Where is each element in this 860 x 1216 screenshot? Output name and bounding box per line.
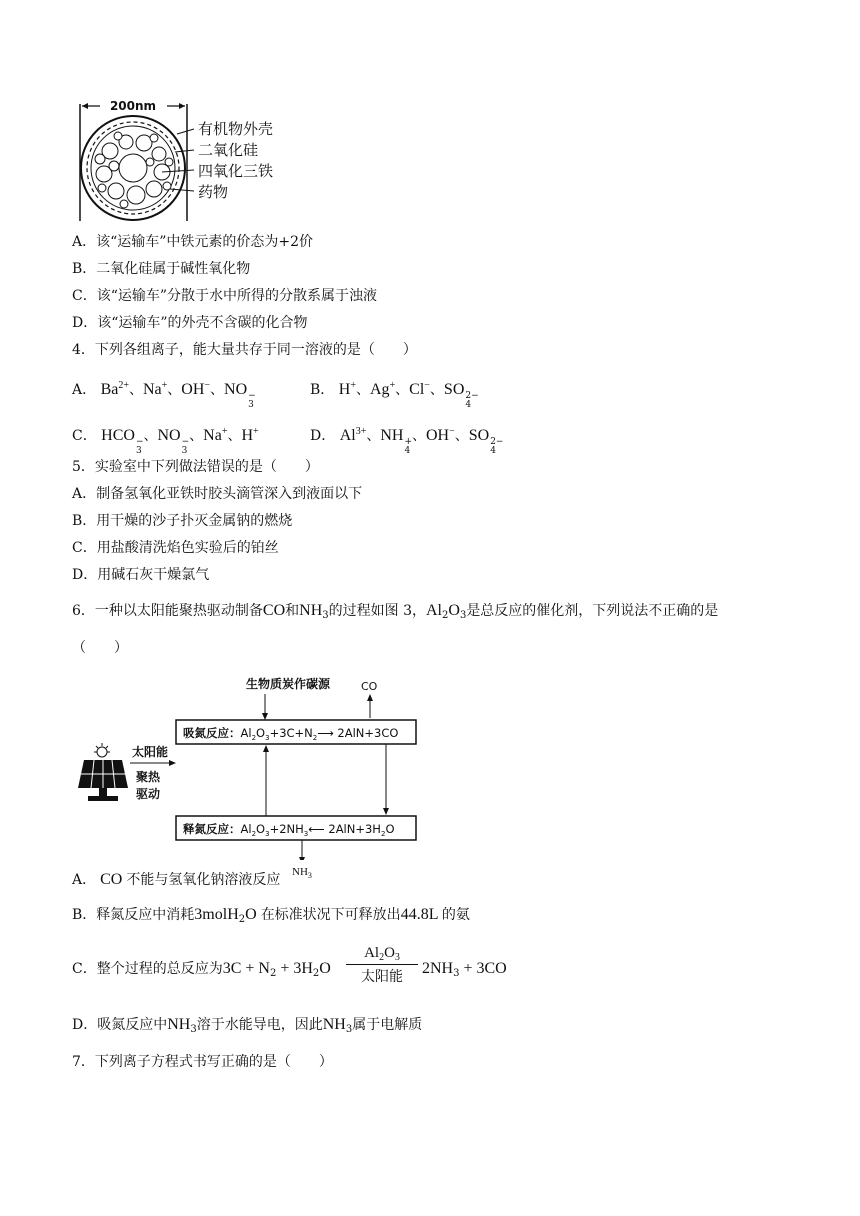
q5-option-b: B．用干燥的沙子扑灭金属钠的燃烧 — [72, 513, 293, 529]
q4-option-c: C． HCO − 3 、NO − 3 、Na+、H+ — [72, 426, 259, 456]
solar-label-2: 聚热 — [136, 770, 161, 784]
solar-label-3: 驱动 — [136, 787, 161, 801]
q5-stem: 5．实验室中下列做法错误的是（ ） — [72, 459, 319, 475]
q4-stem: 4．下列各组离子，能大量共存于同一溶液的是（ ） — [72, 342, 417, 358]
q3-option-c: C．该“运输车”分散于水中所得的分散系属于浊液 — [72, 288, 378, 304]
label-organic-shell: 有机物外壳 — [198, 120, 274, 138]
solar-label-1: 太阳能 — [132, 745, 169, 759]
q6-option-d: D．吸氮反应中$NH_3$溶于水能导电，因此$NH_3$属于电解质 — [72, 1016, 423, 1035]
q4-option-b: B． H+、Ag+、Cl−、SO 2− 4 — [310, 380, 479, 410]
q6-option-c: C．整个过程的总反应为$3C + N_2 + 3H_2O$ — [72, 960, 331, 979]
q6-stem: 6．一种以太阳能聚热驱动制备CO和$NH_3$的过程如图 3，$Al_2O_3$是总反应的催化剂，下列说法不正确的是 — [72, 602, 719, 621]
q3-option-b: B．二氧化硅属于碱性氧化物 — [72, 261, 251, 277]
q6-option-a: A． CO 不能与氢氧化钠溶液反应 — [72, 871, 281, 888]
q5-option-c: C．用盐酸清洗焰色实验后的铂丝 — [72, 540, 279, 556]
q5-option-a: A．制备氢氧化亚铁时胶头滴管深入到液面以下 — [72, 486, 363, 502]
absorb-reaction: 吸氮反应：$Al_2O_3+3C+N_2⟶$ 2AlN+3CO — [183, 726, 399, 742]
q5-option-d: D．用碱石灰干燥氯气 — [72, 567, 210, 583]
q6-c-catalyst: $Al_2O_3$ 太阳能 — [346, 945, 418, 986]
q3-option-d: D．该“运输车”的外壳不含碳的化合物 — [72, 315, 308, 331]
size-label: 200nm — [109, 99, 157, 113]
q7-stem: 7．下列离子方程式书写正确的是（ ） — [72, 1054, 333, 1070]
nh3-output-label: $NH_3$ — [292, 866, 312, 880]
q6-c-products: $2NH_3 + 3CO$ — [422, 960, 507, 979]
q4-option-d: D． $Al^{3+}$、NH + 4 、OH−、SO 2− 4 — [310, 426, 504, 456]
label-silica: 二氧化硅 — [198, 141, 259, 159]
solar-panel-icon — [78, 743, 128, 801]
process-diagram — [70, 670, 450, 860]
label-drug: 药物 — [198, 183, 229, 201]
q3-option-a: A．该“运输车”中铁元素的价态为+2价 — [72, 234, 314, 250]
q6-option-b: B．释氮反应中消耗3molH$_2$O 在标准状况下可释放出44.8L 的氨 — [72, 906, 470, 925]
label-fe3o4: 四氧化三铁 — [198, 162, 274, 180]
q6-paren: （ ） — [72, 640, 128, 656]
co-output-label: CO — [361, 680, 378, 693]
release-reaction: 释氮反应：$Al_2O_3+2NH_3⟵$ $2AlN+3H_2O$ — [183, 822, 395, 838]
carbon-source-label: 生物质炭作碳源 — [246, 677, 331, 691]
q4-option-a: A． $Ba^{2+}$、Na+、OH−、NO − 3 — [72, 380, 256, 410]
nanoparticle-figure — [74, 96, 304, 226]
